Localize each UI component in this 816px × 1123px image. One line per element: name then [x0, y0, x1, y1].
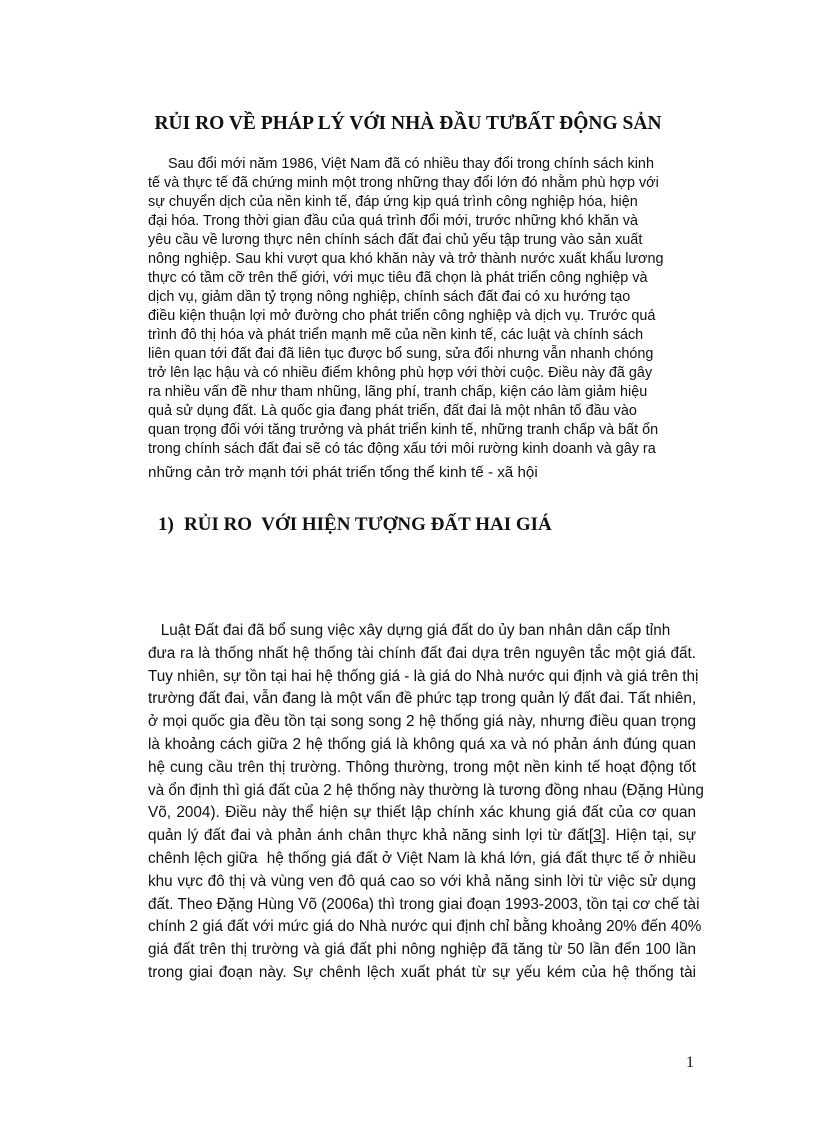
body-line: giá đất trên thị trường và giá đất phi nông nghiệp đã tăng từ 50 lần đến 100 lần [148, 941, 696, 959]
intro-line: quan trọng đối với tăng trưởng và phát triển kinh tế, những tranh chấp và bất ổn [148, 422, 659, 438]
intro-paragraph [148, 155, 748, 482]
intro-line: đại hóa. Trong thời gian đầu của quá trình đổi mới, trước những khó khăn và [148, 213, 638, 229]
body-line-with-reference [148, 825, 696, 848]
section-title: RỦI RO VỚI HIỆN TƯỢNG ĐẤT HAI GIÁ [184, 514, 552, 535]
body-line: đưa ra là thống nhất hệ thống tài chính đất đai dựa trên nguyên tắc một giá đất. [148, 644, 696, 662]
page-title: RỦI RO VỀ PHÁP LÝ VỚI NHÀ ĐẦU TƯBẤT ĐỘNG SẢN [154, 113, 662, 135]
intro-line: dịch vụ, giảm dần tỷ trọng nông nghiệp, chính sách đất đai có xu hướng tạo [148, 289, 631, 305]
intro-line: yêu cầu về lương thực nên chính sách đất đai chủ yếu tập trung vào sản xuất [148, 232, 643, 248]
body-paragraph [148, 620, 704, 985]
intro-line: quả sử dụng đất. Là quốc gia đang phát triển, đất đai là một nhân tố đầu vào [148, 403, 637, 419]
intro-line: Sau đổi mới năm 1986, Việt Nam đã có nhiều thay đổi trong chính sách kinh [148, 156, 654, 172]
body-line: chính 2 giá đất với mức giá do Nhà nước qui định chỉ bằng khoảng 20% đến 40% [148, 918, 702, 936]
intro-line: nông nghiệp. Sau khi vượt qua khó khăn này và trở thành nước xuất khẩu lương [148, 251, 664, 267]
intro-line: ra nhiều vấn đề như tham nhũng, lãng phí, tranh chấp, kiện cáo làm giảm hiệu [148, 384, 648, 400]
intro-line-last: những cản trở mạnh tới phát triển tổng thể kinh tế - xã hội [148, 464, 538, 481]
body-line: Tuy nhiên, sự tồn tại hai hệ thống giá - là giá do Nhà nước qui định và giá trên thị [148, 667, 699, 685]
ref-line-after: . Hiện tại, sự [605, 827, 696, 845]
page-number: 1 [686, 1054, 694, 1071]
body-line: trường đất đai, vẫn đang là một vấn đề phức tạp trong quản lý đất đai. Tất nhiên, [148, 690, 697, 708]
body-line: trong giai đoạn này. Sự chênh lệch xuất phát từ sự yếu kém của hệ thống tài [148, 963, 696, 981]
body-line: hệ cung cầu trên thị trường. Thông thường, trong một nền kinh tế hoạt động tốt [148, 758, 696, 776]
intro-line: điều kiện thuận lợi mở đường cho phát triển công nghiệp và dịch vụ. Trước quá [148, 308, 656, 324]
body-line: và ổn định thì giá đất của 2 hệ thống này thường là tương đồng nhau (Đặng Hùng [148, 781, 704, 799]
section-heading [158, 514, 552, 536]
body-line: đất. Theo Đặng Hùng Võ (2006a) thì trong giai đoạn 1993-2003, tồn tại cơ chế tài [148, 895, 700, 913]
intro-line: trở lên lạc hậu và có nhiều điểm không phù hợp với thời cuộc. Điều này đã gây [148, 365, 653, 381]
ref-line-before: quản lý đất đai và phản ánh chân thực khả năng sinh lợi từ đất [148, 827, 589, 845]
intro-line: trong chính sách đất đai sẽ có tác động xấu tới môi rường kinh doanh và gây ra [148, 441, 656, 457]
body-line: chênh lệch giữa hệ thống giá đất ở Việt Nam là khá lớn, giá đất thực tế ở nhiều [148, 849, 696, 867]
body-line: Võ, 2004). Điều này thể hiện sự thiết lập chính xác khung giá đất của cơ quan [148, 804, 696, 822]
body-line: Luật Đất đai đã bổ sung việc xây dựng giá đất do ủy ban nhân dân cấp tỉnh [148, 622, 671, 639]
intro-line: tế và thực tế đã chứng minh một trong những thay đổi lớn đó nhằm phù hợp với [148, 175, 659, 191]
body-line: ở mọi quốc gia đều tồn tại song song 2 hệ thống giá này, nhưng điều quan trọng [148, 713, 696, 731]
intro-line: sự chuyển dịch của nền kinh tế, đáp ứng kịp quá trình công nghiệp hóa, hiện [148, 194, 638, 210]
body-line: là khoảng cách giữa 2 hệ thống giá là không quá xa và nó phản ánh đúng quan [148, 735, 696, 753]
reference-link[interactable]: [3] [588, 827, 606, 845]
body-line: khu vực đô thị và vùng ven đô quá cao so với khả năng sinh lời từ việc sử dụng [148, 872, 696, 890]
intro-line: trình đô thị hóa và phát triển mạnh mẽ của nền kinh tế, các luật và chính sách [148, 327, 644, 343]
intro-line: liên quan tới đất đai đã liên tục được bổ sung, sửa đổi nhưng vẫn nhanh chóng [148, 346, 654, 362]
intro-line: thực có tầm cỡ trên thế giới, với mục tiêu đã chọn là phát triển công nghiệp và [148, 270, 648, 286]
section-number: 1) [158, 514, 174, 535]
